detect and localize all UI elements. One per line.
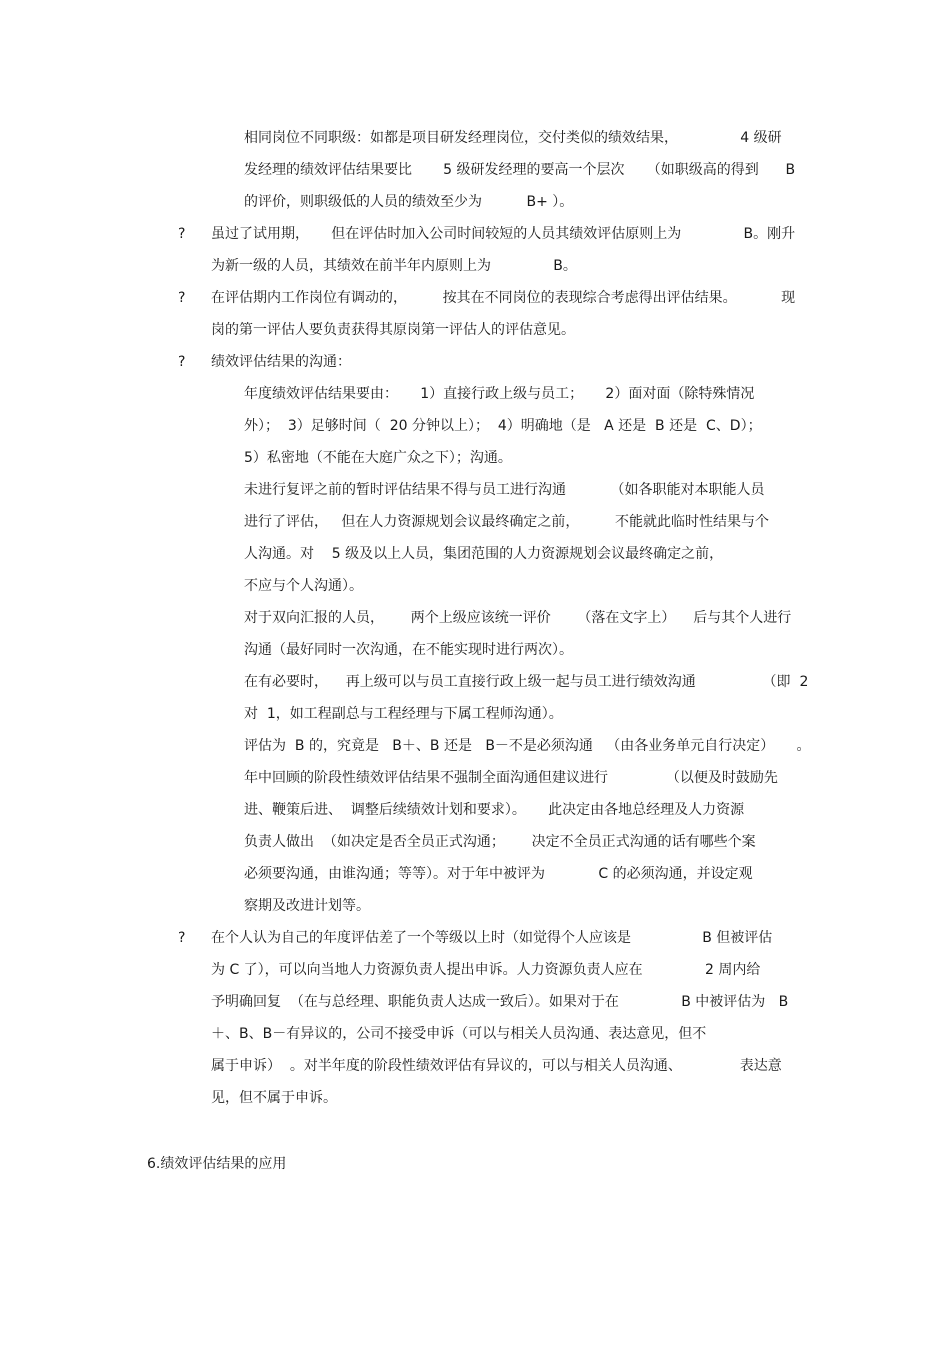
bullet-marker: ? xyxy=(178,290,186,306)
sub-line: 必须要沟通，由谁沟通；等等）。对于年中被评为 C 的必须沟通，并设定观 xyxy=(244,866,753,882)
intro-line: 发经理的绩效评估结果要比 5 级研发经理的要高一个层次 （如职级高的得到 B xyxy=(244,162,796,178)
sub-line: 5）私密地（不能在大庭广众之下）；沟通。 xyxy=(244,450,512,466)
bullet-line: 岗的第一评估人要负责获得其原岗第一评估人的评估意见。 xyxy=(211,322,575,338)
bullet-line: 属于申诉） 。对半年度的阶段性绩效评估有异议的，可以与相关人员沟通、 表达意 xyxy=(211,1058,782,1074)
sub-line: 进行了评估， 但在人力资源规划会议最终确定之前， 不能就此临时性结果与个 xyxy=(244,514,769,530)
bullet-line: 为新一级的人员，其绩效在前半年内原则上为 B。 xyxy=(211,258,577,274)
bullet-line: 在个人认为自己的年度评估差了一个等级以上时（如觉得个人应该是 B 但被评估 xyxy=(211,930,773,946)
bullet-line: 为 C 了），可以向当地人力资源负责人提出申诉。人力资源负责人应在 2 周内给 xyxy=(211,962,761,978)
sub-line: 对 1，如工程副总与工程经理与下属工程师沟通）。 xyxy=(244,706,563,722)
sub-line: 人沟通。对 5 级及以上人员，集团范围的人力资源规划会议最终确定之前， xyxy=(244,546,724,562)
bullet-line: 绩效评估结果的沟通： xyxy=(211,354,351,370)
sub-line: 年度绩效评估结果要由： 1）直接行政上级与员工； 2）面对面（除特殊情况 xyxy=(244,386,755,402)
sub-line: 外）； 3）足够时间（ 20 分钟以上）； 4）明确地（是 A 还是 B 还是 C、D）； xyxy=(244,418,762,434)
sub-line: 未进行复评之前的暂时评估结果不得与员工进行沟通 （如各职能对本职能人员 xyxy=(244,482,765,498)
sub-line: 评估为 B 的，究竟是 B＋、B 还是 B－不是必须沟通 （由各业务单元自行决定） 。 xyxy=(244,738,811,754)
bullet-marker: ? xyxy=(178,354,186,370)
sub-line: 进、鞭策后进、 调整后续绩效计划和要求）。 此决定由各地总经理及人力资源 xyxy=(244,802,745,818)
bullet-marker: ? xyxy=(178,226,186,242)
intro-line: 相同岗位不同职级：如都是项目研发经理岗位，交付类似的绩效结果， 4 级研 xyxy=(244,130,782,146)
sub-line: 对于双向汇报的人员， 两个上级应该统一评价 （落在文字上） 后与其个人进行 xyxy=(244,610,792,626)
bullet-line: 予明确回复 （在与总经理、职能负责人达成一致后）。如果对于在 B 中被评估为 B xyxy=(211,994,789,1010)
bullet-line: 见，但不属于申诉。 xyxy=(211,1090,337,1106)
sub-line: 年中回顾的阶段性绩效评估结果不强制全面沟通但建议进行 （以便及时鼓励先 xyxy=(244,770,778,786)
section-heading: 6.绩效评估结果的应用 xyxy=(147,1156,287,1172)
sub-line: 沟通（最好同时一次沟通，在不能实现时进行两次）。 xyxy=(244,642,573,658)
sub-line: 察期及改进计划等。 xyxy=(244,898,370,914)
bullet-line: ＋、B、B－有异议的，公司不接受申诉（可以与相关人员沟通、表达意见，但不 xyxy=(211,1026,707,1042)
bullet-line: 在评估期内工作岗位有调动的， 按其在不同岗位的表现综合考虑得出评估结果。 现 xyxy=(211,290,796,306)
sub-line: 不应与个人沟通）。 xyxy=(244,578,363,594)
intro-line: 的评价，则职级低的人员的绩效至少为 B+ ）。 xyxy=(244,194,574,210)
sub-line: 负责人做出 （如决定是否全员正式沟通； 决定不全员正式沟通的话有哪些个案 xyxy=(244,834,756,850)
sub-line: 在有必要时， 再上级可以与员工直接行政上级一起与员工进行绩效沟通 （即 2 xyxy=(244,674,809,690)
bullet-marker: ? xyxy=(178,930,186,946)
bullet-line: 虽过了试用期， 但在评估时加入公司时间较短的人员其绩效评估原则上为 B。刚升 xyxy=(211,226,796,242)
